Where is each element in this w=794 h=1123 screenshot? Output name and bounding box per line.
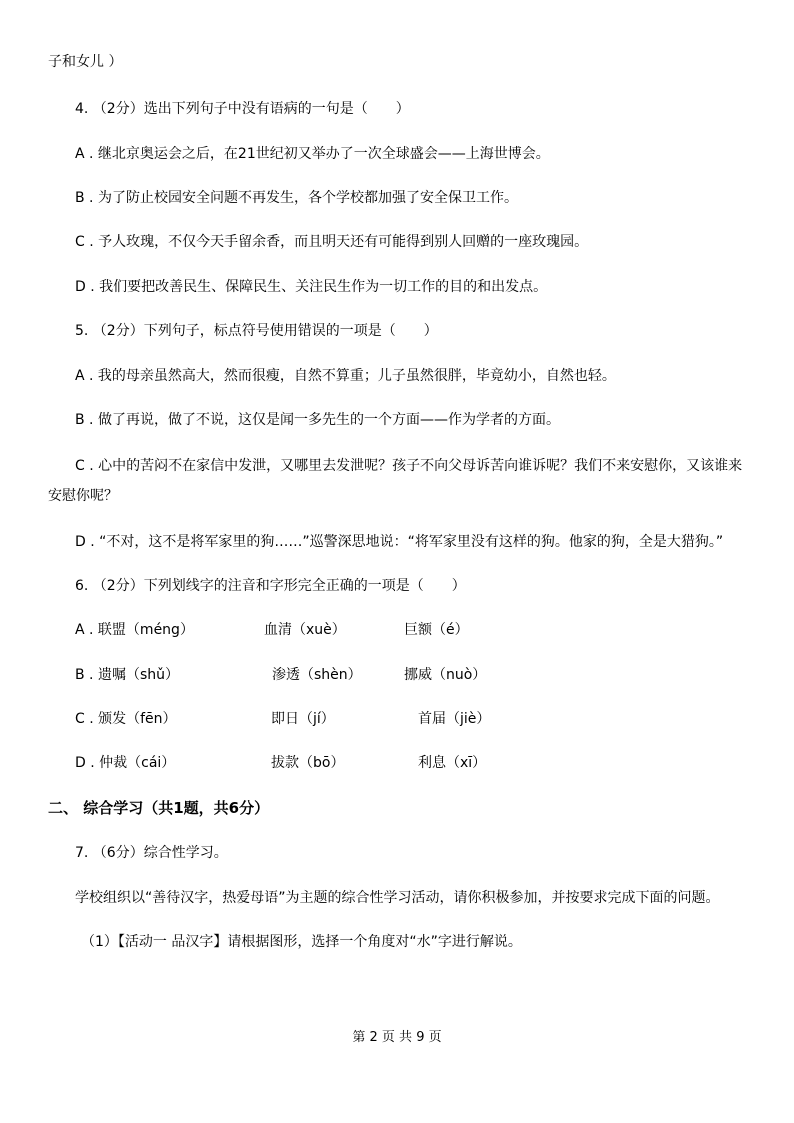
q4-option-b: B . 为了防止校园安全问题不再发生，各个学校都加强了安全保卫工作。 — [75, 190, 518, 206]
q6-option-d-word2: 拔款（bō） — [271, 755, 345, 771]
q4-option-c: C . 予人玫瑰，不仅今天手留余香，而且明天还有可能得到别人回赠的一座玫瑰园。 — [75, 234, 589, 250]
q7-intro: 学校组织以“善待汉字，热爱母语”为主题的综合性学习活动，请你积极参加，并按要求完成下面的问题。 — [75, 890, 720, 906]
q4-option-d: D . 我们要把改善民生、保障民生、关注民生作为一切工作的目的和出发点。 — [75, 279, 548, 295]
q4-stem: 4. （2分）选出下列句子中没有语病的一句是（ ） — [75, 101, 410, 117]
q6-option-c-word3: 首届（jiè） — [418, 711, 491, 727]
q6-option-a-word2: 血清（xuè） — [264, 622, 346, 638]
q6-option-b-word2: 渗透（shèn） — [272, 667, 362, 683]
q6-option-d-label: D . 仲裁（cái） — [75, 755, 176, 771]
q6-option-c-label: C . 颁发（fēn） — [75, 711, 177, 727]
q5-option-d: D . “不对，这不是将军家里的狗……”巡警深思地说：“将军家里没有这样的狗。他家的狗，全是大猎狗。” — [75, 534, 724, 550]
q6-option-a-word3: 巨额（é） — [404, 622, 469, 638]
q7-subquestion-1: （1）【活动一 品汉字】请根据图形，选择一个角度对“水”字进行解说。 — [81, 934, 522, 950]
page-footer: 第 2 页 共 9 页 — [352, 1030, 442, 1045]
q6-option-a-label: A . 联盟（méng） — [75, 622, 194, 638]
section-heading: 二、 综合学习（共1题，共6分） — [48, 799, 270, 817]
q6-option-b-label: B . 遗嘱（shǔ） — [75, 667, 179, 683]
q4-option-a: A . 继北京奥运会之后，在21世纪初又举办了一次全球盛会——上海世博会。 — [75, 146, 550, 162]
continuation-text: 子和女儿 ） — [48, 54, 123, 70]
q5-option-c: C . 心中的苦闷不在家信中发泄，又哪里去发泄呢？孩子不向父母诉苦向谁诉呢？我们不来安慰你，又该谁来安慰你呢？ — [48, 458, 743, 504]
q5-stem: 5. （2分）下列句子，标点符号使用错误的一项是（ ） — [75, 323, 438, 339]
q6-option-b-word3: 挪威（nuò） — [404, 667, 487, 683]
q6-stem: 6. （2分）下列划线字的注音和字形完全正确的一项是（ ） — [75, 578, 466, 594]
q6-option-d-word3: 利息（xī） — [418, 755, 487, 771]
q6-option-c-word2: 即日（jí） — [271, 711, 335, 727]
q5-option-b: B . 做了再说，做了不说，这仅是闻一多先生的一个方面——作为学者的方面。 — [75, 412, 560, 428]
q7-stem: 7. （6分）综合性学习。 — [75, 845, 228, 861]
q5-option-a: A . 我的母亲虽然高大，然而很瘦，自然不算重；儿子虽然很胖，毕竟幼小，自然也轻。 — [75, 368, 616, 384]
